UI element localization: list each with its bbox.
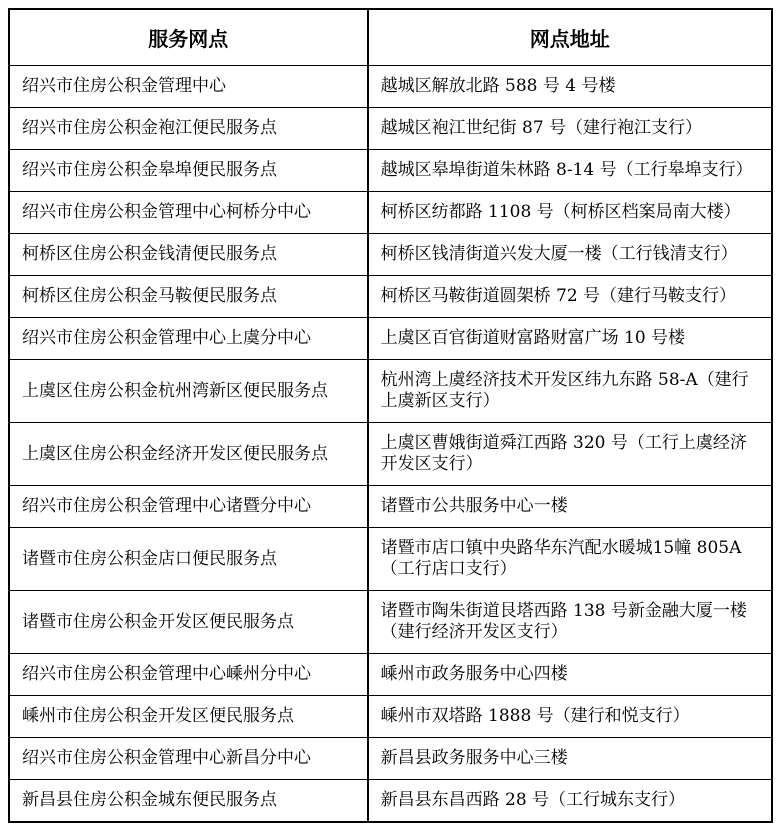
table-row <box>9 318 772 360</box>
table-row <box>9 360 772 423</box>
cell-network-name: 嵊州市住房公积金开发区便民服务点 <box>9 696 368 738</box>
column-header-address: 网点地址 <box>368 9 772 66</box>
cell-network-name: 上虞区住房公积金经济开发区便民服务点 <box>9 423 368 486</box>
cell-network-address: 上虞区曹娥街道舜江西路 320 号（工行上虞经济开发区支行） <box>368 423 772 486</box>
table-row <box>9 192 772 234</box>
table-row <box>9 654 772 696</box>
cell-network-name: 绍兴市住房公积金管理中心上虞分中心 <box>9 318 368 360</box>
cell-network-address: 越城区袍江世纪街 87 号（建行袍江支行） <box>368 108 772 150</box>
table-row <box>9 234 772 276</box>
cell-network-address: 新昌县东昌西路 28 号（工行城东支行） <box>368 780 772 823</box>
cell-network-address: 柯桥区马鞍街道圆架桥 72 号（建行马鞍支行） <box>368 276 772 318</box>
cell-network-name: 绍兴市住房公积金管理中心诸暨分中心 <box>9 486 368 528</box>
table-row <box>9 66 772 108</box>
table-row <box>9 591 772 654</box>
cell-network-name: 诸暨市住房公积金开发区便民服务点 <box>9 591 368 654</box>
cell-network-name: 绍兴市住房公积金管理中心新昌分中心 <box>9 738 368 780</box>
table-row <box>9 486 772 528</box>
cell-network-address: 柯桥区钱清街道兴发大厦一楼（工行钱清支行） <box>368 234 772 276</box>
cell-network-address: 新昌县政务服务中心三楼 <box>368 738 772 780</box>
column-header-service-network: 服务网点 <box>9 9 368 66</box>
cell-network-name: 绍兴市住房公积金皋埠便民服务点 <box>9 150 368 192</box>
service-network-table <box>8 8 773 823</box>
table-row <box>9 738 772 780</box>
cell-network-name: 绍兴市住房公积金袍江便民服务点 <box>9 108 368 150</box>
cell-network-name: 绍兴市住房公积金管理中心柯桥分中心 <box>9 192 368 234</box>
table-body <box>9 66 772 823</box>
cell-network-address: 诸暨市陶朱街道艮塔西路 138 号新金融大厦一楼（建行经济开发区支行） <box>368 591 772 654</box>
cell-network-address: 杭州湾上虞经济技术开发区纬九东路 58-A（建行上虞新区支行） <box>368 360 772 423</box>
cell-network-address: 柯桥区纺都路 1108 号（柯桥区档案局南大楼） <box>368 192 772 234</box>
cell-network-address: 嵊州市政务服务中心四楼 <box>368 654 772 696</box>
cell-network-name: 柯桥区住房公积金钱清便民服务点 <box>9 234 368 276</box>
cell-network-name: 柯桥区住房公积金马鞍便民服务点 <box>9 276 368 318</box>
cell-network-name: 绍兴市住房公积金管理中心嵊州分中心 <box>9 654 368 696</box>
table-row <box>9 528 772 591</box>
cell-network-address: 上虞区百官街道财富路财富广场 10 号楼 <box>368 318 772 360</box>
table-row <box>9 696 772 738</box>
cell-network-address: 越城区解放北路 588 号 4 号楼 <box>368 66 772 108</box>
cell-network-name: 新昌县住房公积金城东便民服务点 <box>9 780 368 823</box>
table-row <box>9 276 772 318</box>
cell-network-address: 诸暨市公共服务中心一楼 <box>368 486 772 528</box>
cell-network-name: 诸暨市住房公积金店口便民服务点 <box>9 528 368 591</box>
cell-network-address: 嵊州市双塔路 1888 号（建行和悦支行） <box>368 696 772 738</box>
table-row <box>9 423 772 486</box>
header-row <box>9 9 772 66</box>
table-row <box>9 780 772 823</box>
cell-network-address: 诸暨市店口镇中央路华东汽配水暖城15幢 805A（工行店口支行） <box>368 528 772 591</box>
cell-network-name: 绍兴市住房公积金管理中心 <box>9 66 368 108</box>
table-row <box>9 150 772 192</box>
table-row <box>9 108 772 150</box>
cell-network-address: 越城区皋埠街道朱林路 8-14 号（工行皋埠支行） <box>368 150 772 192</box>
cell-network-name: 上虞区住房公积金杭州湾新区便民服务点 <box>9 360 368 423</box>
